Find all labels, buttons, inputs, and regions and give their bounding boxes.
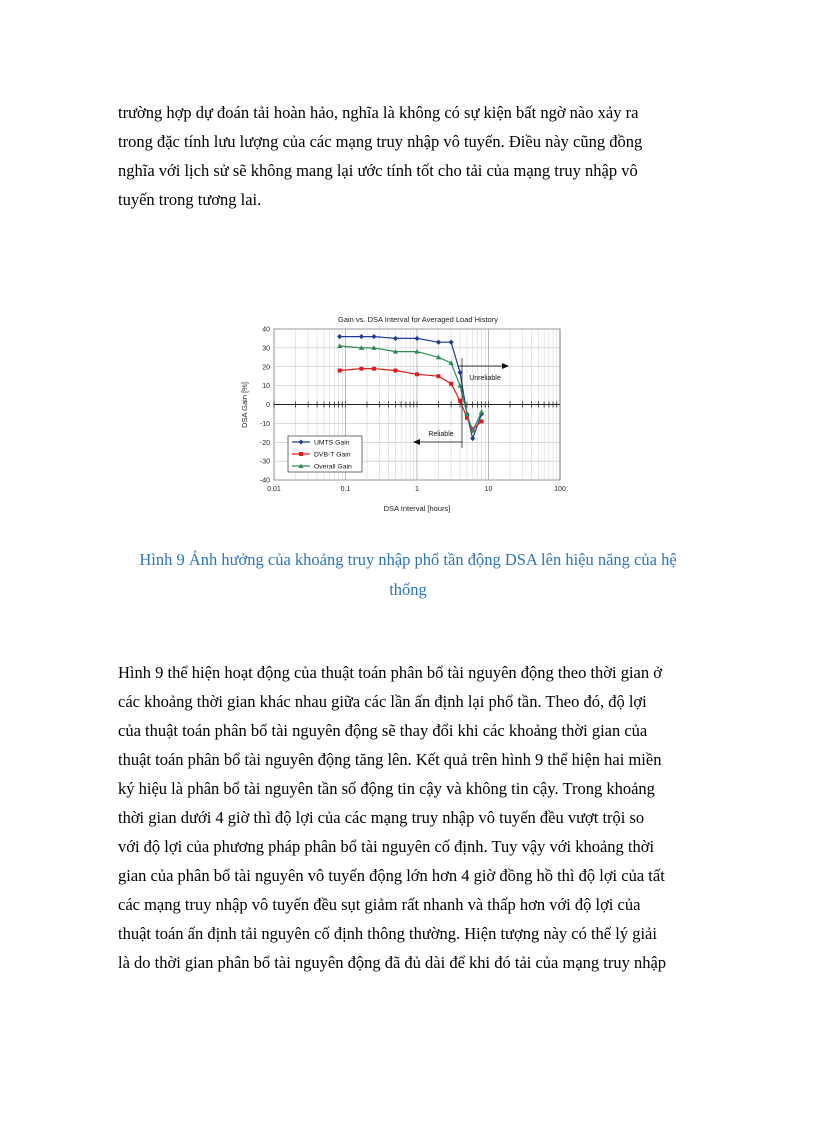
- y-axis-label: DSA Gain [%]: [240, 382, 249, 428]
- text-line: của thuật toán phân bổ tài nguyên động sẽ thay đổi khi các khoảng thời gian của: [118, 721, 648, 740]
- legend-label: UMTS Gain: [314, 439, 350, 447]
- text-line: các khoảng thời gian khác nhau giữa các lần ấn định lại phổ tần. Theo đó, độ lợi: [118, 692, 647, 711]
- text-line: gian của phân bổ tài nguyên vô tuyến động lớn hơn 4 giờ đồng hồ thì độ lợi của tất: [118, 866, 665, 885]
- y-tick-label: 10: [262, 383, 270, 391]
- x-axis-label: DSA Interval [hours]: [383, 504, 451, 513]
- text-line: tuyến trong tương lai.: [118, 190, 262, 209]
- data-point: [372, 367, 376, 371]
- data-point: [393, 369, 397, 373]
- x-tick-label: 0.01: [267, 486, 281, 493]
- text-line: các mạng truy nhập vô tuyến đều sụt giảm rất nhanh và thấp hơn với độ lợi của: [118, 895, 641, 914]
- caption-line: Hình 9 Ảnh hưởng của khoảng truy nhập phổ tần động DSA lên hiệu năng của hệ: [139, 550, 677, 569]
- data-point: [359, 367, 363, 371]
- y-tick-label: -20: [259, 439, 270, 447]
- y-tick-label: 20: [262, 364, 270, 372]
- square-marker-icon: [299, 452, 303, 456]
- y-tick-label: 30: [262, 345, 270, 353]
- x-tick-label: 10: [484, 486, 493, 493]
- text-line: thuật toán phân bổ tài nguyên động tăng lên. Kết quả trên hình 9 thể hiện hai miền: [118, 750, 662, 769]
- y-tick-label: -40: [259, 477, 270, 485]
- chart-svg: [236, 308, 580, 518]
- figure-caption: [100, 545, 716, 605]
- text-line: trong đặc tính lưu lượng của các mạng truy nhập vô tuyến. Điều này cũng đồng: [118, 132, 643, 151]
- x-tick-label: 0.1: [340, 486, 351, 493]
- annotation-unreliable-label: Unreliable: [469, 375, 501, 382]
- text-line: với độ lợi của phương pháp phân bổ tài nguyên cố định. Tuy vậy với khoảng thời: [118, 837, 655, 856]
- text-line: ký hiệu là phân bổ tài nguyên tần số động tin cậy và không tin cậy. Trong khoảng: [118, 779, 655, 798]
- chart-title: Gain vs. DSA Interval for Averaged Load History: [338, 315, 498, 324]
- caption-line: thống: [389, 580, 427, 599]
- x-tick-label: 1: [415, 486, 419, 493]
- data-point: [480, 419, 484, 423]
- data-point: [449, 382, 453, 386]
- data-point: [437, 374, 441, 378]
- data-point: [338, 369, 342, 373]
- paragraph-intro: [118, 98, 708, 214]
- legend-label: DVB-T Gain: [314, 451, 351, 459]
- y-tick-label: -10: [259, 420, 270, 428]
- text-line: thời gian dưới 4 giờ thì độ lợi của các mạng truy nhập vô tuyến đều vượt trội so: [118, 808, 645, 827]
- data-point: [415, 372, 419, 376]
- annotation-reliable-label: Reliable: [428, 431, 454, 438]
- text-line: trường hợp dự đoán tải hoàn hảo, nghĩa là không có sự kiện bất ngờ nào xảy ra: [118, 103, 639, 122]
- legend: [288, 436, 362, 472]
- data-point: [458, 399, 462, 403]
- figure-gain-chart: [236, 308, 580, 518]
- x-tick-label: 100: [554, 486, 566, 493]
- text-line: Hình 9 thể hiện hoạt động của thuật toán phân bổ tài nguyên động theo thời gian ở: [118, 663, 662, 682]
- y-tick-label: 0: [266, 402, 270, 409]
- text-line: nghĩa với lịch sử sẽ không mang lại ước tính tốt cho tải của mạng truy nhập vô: [118, 161, 638, 180]
- y-tick-label: -30: [259, 458, 270, 466]
- text-line: là do thời gian phân bổ tài nguyên động đã đủ dài để khi đó tải của mạng truy nhập: [118, 953, 667, 972]
- legend-label: Overall Gain: [314, 463, 352, 471]
- paragraph-analysis: [118, 658, 708, 977]
- y-tick-label: 40: [262, 326, 270, 334]
- text-line: thuật toán ấn định tải nguyên cố định thông thường. Hiện tượng này có thể lý giải: [118, 924, 657, 943]
